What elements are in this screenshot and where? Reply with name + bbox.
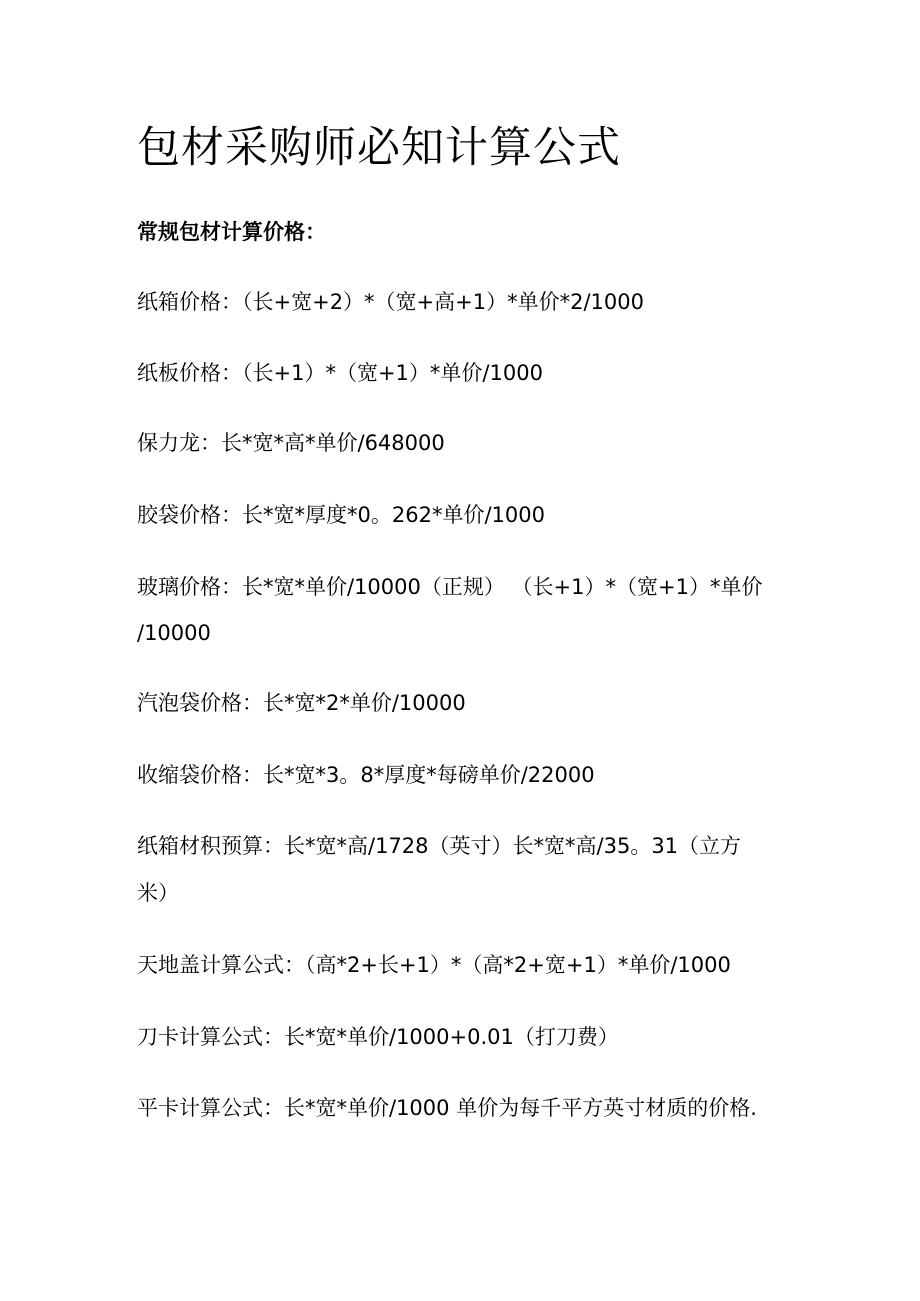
formula-lid-box: 天地盖计算公式：（高*2+长+1）*（高*2+宽+1）*单价/1000 [137, 953, 731, 977]
formula-plastic-bag-price: 胶袋价格：长*宽*厚度*0。262*单价/1000 [137, 503, 545, 527]
formula-glass-price: 玻璃价格：长*宽*单价/10000（正规） （长+1）*（宽+1）*单价 [137, 575, 763, 599]
formula-glass-price-cont: /10000 [137, 621, 211, 645]
formula-carton-price: 纸箱价格：（长+宽+2）*（宽+高+1）*单价*2/1000 [137, 290, 644, 314]
formula-shrink-bag-price: 收缩袋价格：长*宽*3。8*厚度*每磅单价/22000 [137, 763, 595, 787]
formula-knife-card: 刀卡计算公式：长*宽*单价/1000+0.01（打刀费） [137, 1025, 619, 1049]
formula-styrofoam-price: 保力龙：长*宽*高*单价/648000 [137, 431, 445, 455]
formula-flat-card: 平卡计算公式：长*宽*单价/1000 单价为每千平方英寸材质的价格. [137, 1096, 757, 1120]
formula-bubble-bag-price: 汽泡袋价格：长*宽*2*单价/10000 [137, 691, 466, 715]
formula-carton-volume: 纸箱材积预算：长*宽*高/1728（英寸）长*宽*高/35。31（立方 [137, 834, 742, 858]
section-heading: 常规包材计算价格： [137, 220, 326, 244]
formula-carton-volume-cont: 米） [137, 881, 179, 905]
document-title: 包材采购师必知计算公式 [137, 123, 621, 173]
formula-cardboard-price: 纸板价格：（长+1）*（宽+1）*单价/1000 [137, 361, 543, 385]
